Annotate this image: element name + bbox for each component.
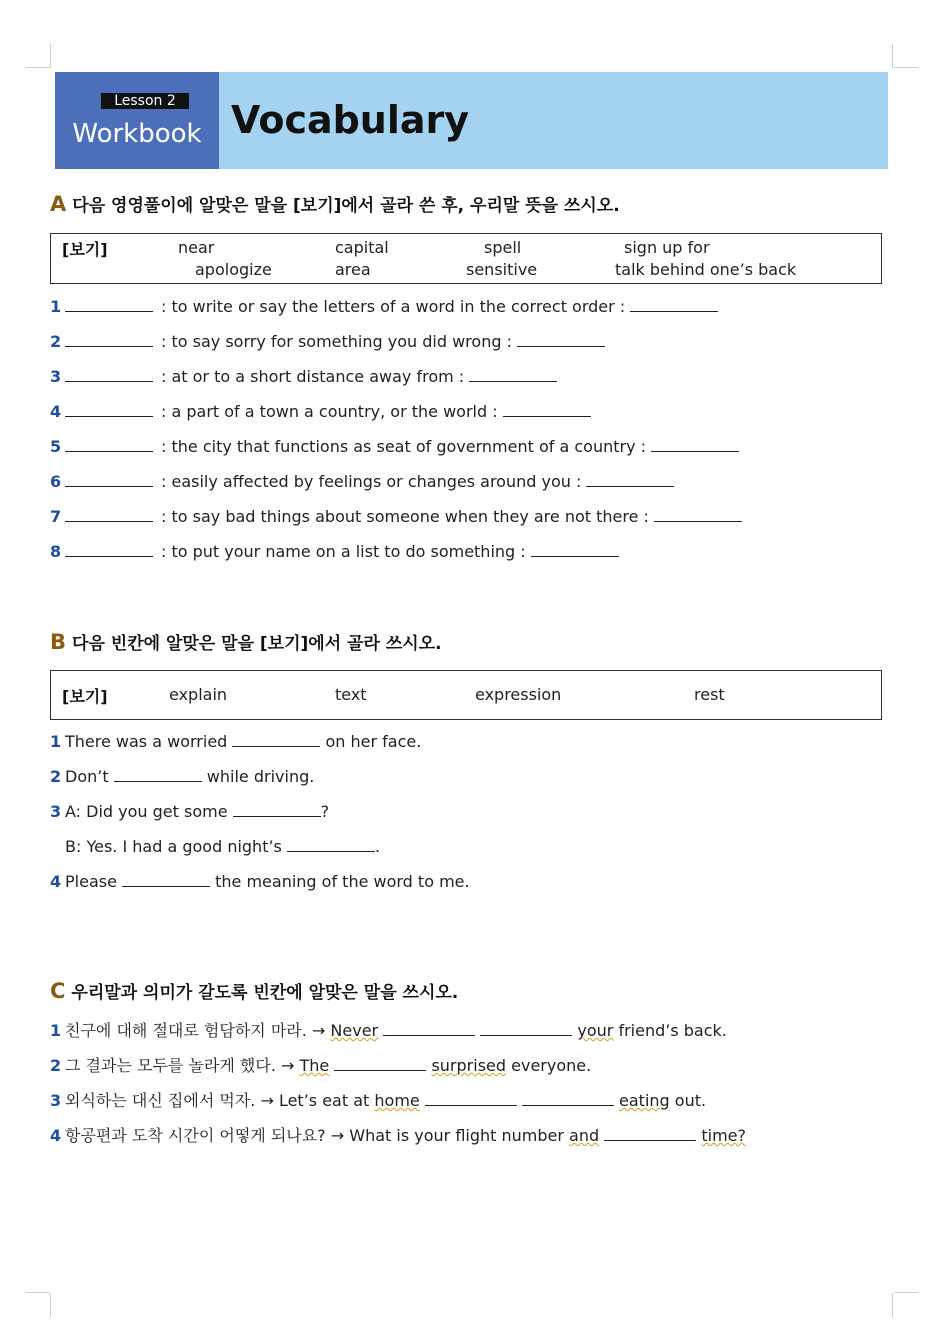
translation-item (50, 1053, 591, 1076)
translation-item (50, 1123, 746, 1146)
korean-sentence: 외식하는 대신 집에서 먹자. → (65, 1091, 274, 1110)
word-box-word: sensitive (466, 260, 538, 279)
word-box-word: talk behind one’s back (615, 260, 797, 279)
definition-item (50, 507, 742, 526)
section-a-word-box (50, 233, 882, 284)
english-end: out. (674, 1091, 707, 1110)
meaning-blank[interactable] (654, 507, 742, 522)
word-box-word: rest (694, 685, 725, 704)
sentence-item (50, 802, 329, 821)
english-lead-2: home (374, 1091, 420, 1110)
crop-mark (894, 67, 918, 68)
item-number: 2 (50, 1056, 62, 1075)
answer-blank[interactable] (522, 1091, 614, 1106)
english-end: everyone. (511, 1056, 592, 1075)
answer-blank[interactable] (232, 732, 320, 747)
meaning-blank[interactable] (517, 332, 605, 347)
answer-blank[interactable] (114, 767, 202, 782)
answer-blank[interactable] (65, 437, 153, 452)
word-box-word: apologize (195, 260, 272, 279)
meaning-blank[interactable] (531, 542, 619, 557)
word-box-word: expression (475, 685, 562, 704)
english-tail: surprised (431, 1056, 507, 1075)
answer-blank[interactable] (233, 802, 321, 817)
answer-blank[interactable] (65, 472, 153, 487)
answer-blank[interactable] (65, 542, 153, 557)
item-number: 6 (50, 472, 62, 491)
definition-text: : easily affected by feelings or changes around you : (161, 472, 582, 491)
meaning-blank[interactable] (630, 297, 718, 312)
meaning-blank[interactable] (469, 367, 557, 382)
korean-sentence: 그 결과는 모두를 놀라게 했다. → (65, 1056, 295, 1075)
answer-blank[interactable] (334, 1056, 426, 1071)
korean-sentence: 항공편과 도착 시간이 어떻게 되나요? → (65, 1126, 345, 1145)
sentence-pre: A: Did you get some (65, 802, 228, 821)
definition-item (50, 437, 739, 456)
item-number: 4 (50, 402, 62, 421)
item-number: 3 (50, 1091, 62, 1110)
definition-text: : the city that functions as seat of government of a country : (161, 437, 647, 456)
translation-item (50, 1088, 706, 1111)
english-lead: What is your flight number (349, 1126, 564, 1145)
item-number: 4 (50, 872, 62, 891)
definition-item (50, 542, 619, 561)
meaning-blank[interactable] (503, 402, 591, 417)
sentence-item (50, 837, 380, 856)
word-box-word: capital (335, 238, 389, 257)
english-tail: eating (619, 1091, 670, 1110)
answer-blank[interactable] (65, 332, 153, 347)
answer-blank[interactable] (65, 402, 153, 417)
crop-mark (50, 44, 51, 68)
answer-blank[interactable] (383, 1021, 475, 1036)
sentence-post: . (374, 837, 381, 856)
answer-blank[interactable] (65, 297, 153, 312)
sentence-post: ? (320, 802, 330, 821)
sentence-item (50, 732, 421, 751)
section-c-instruction: 우리말과 의미가 갈도록 빈칸에 알맞은 말을 쓰시오. (71, 983, 459, 1003)
sentence-item (50, 872, 470, 891)
word-box-label: [보기] (62, 687, 108, 706)
section-c-title (50, 978, 458, 1003)
section-b-title (50, 629, 442, 654)
section-b-instruction: 다음 빈칸에 알맞은 말을 [보기]에서 골라 쓰시오. (72, 634, 442, 654)
definition-text: : to say bad things about someone when they are not there : (161, 507, 649, 526)
item-number: 3 (50, 802, 62, 821)
definition-item (50, 402, 591, 421)
section-b-word-box (50, 670, 882, 720)
word-box-word: explain (169, 685, 228, 704)
english-lead: The (299, 1056, 330, 1075)
definition-text: : to put your name on a list to do something : (161, 542, 526, 561)
item-number: 3 (50, 367, 62, 386)
section-a-letter: A (50, 192, 67, 216)
answer-blank[interactable] (65, 367, 153, 382)
english-lead-2: and (569, 1126, 600, 1145)
definition-text: : a part of a town a country, or the world : (161, 402, 498, 421)
word-box-word: area (335, 260, 371, 279)
translation-item (50, 1018, 727, 1041)
answer-blank[interactable] (65, 507, 153, 522)
answer-blank[interactable] (480, 1021, 572, 1036)
word-box-label: [보기] (62, 240, 108, 259)
english-tail: time? (701, 1126, 746, 1145)
word-box-word: sign up for (624, 238, 710, 257)
english-lead: Let’s eat at (278, 1091, 370, 1110)
page-title: Vocabulary (231, 98, 470, 142)
item-number: 2 (50, 332, 62, 351)
crop-mark (26, 67, 50, 68)
crop-mark (26, 1292, 50, 1293)
sentence-pre: B: Yes. I had a good night’s (65, 837, 282, 856)
definition-text: : at or to a short distance away from : (161, 367, 465, 386)
item-number: 1 (50, 297, 62, 316)
section-a-instruction: 다음 영영풀이에 알맞은 말을 [보기]에서 골라 쓴 후, 우리말 뜻을 쓰시오. (72, 196, 620, 216)
english-tail: your (577, 1021, 614, 1040)
definition-text: : to write or say the letters of a word in the correct order : (161, 297, 626, 316)
definition-item (50, 297, 718, 316)
workbook-label: Workbook (72, 119, 202, 149)
meaning-blank[interactable] (651, 437, 739, 452)
word-box-word: text (335, 685, 367, 704)
answer-blank[interactable] (604, 1126, 696, 1141)
sentence-post: the meaning of the word to me. (215, 872, 470, 891)
item-number: 1 (50, 1021, 62, 1040)
header-banner (55, 72, 888, 169)
definition-item (50, 332, 605, 351)
sentence-pre: Don’t (65, 767, 109, 786)
word-box-word: spell (484, 238, 522, 257)
english-lead: Never (330, 1021, 379, 1040)
section-b-letter: B (50, 630, 67, 654)
item-number: 5 (50, 437, 62, 456)
crop-mark (892, 1293, 893, 1317)
answer-blank[interactable] (122, 872, 210, 887)
sentence-post: while driving. (206, 767, 315, 786)
definition-text: : to say sorry for something you did wrong : (161, 332, 512, 351)
sentence-pre: There was a worried (65, 732, 228, 751)
meaning-blank[interactable] (586, 472, 674, 487)
item-number: 8 (50, 542, 62, 561)
english-end: friend’s back. (618, 1021, 727, 1040)
crop-mark (894, 1292, 918, 1293)
korean-sentence: 친구에 대해 절대로 험담하지 마라. → (65, 1021, 326, 1040)
crop-mark (892, 44, 893, 68)
item-number: 2 (50, 767, 62, 786)
section-a-title (50, 191, 620, 216)
sentence-item (50, 767, 314, 786)
definition-item (50, 472, 674, 491)
lesson-tag: Lesson 2 (101, 93, 189, 109)
word-box-word: near (178, 238, 215, 257)
header-left-panel (55, 72, 219, 169)
item-number: 1 (50, 732, 62, 751)
answer-blank[interactable] (287, 837, 375, 852)
definition-item (50, 367, 557, 386)
sentence-post: on her face. (325, 732, 422, 751)
item-number: 4 (50, 1126, 62, 1145)
item-number: 7 (50, 507, 62, 526)
crop-mark (50, 1293, 51, 1317)
sentence-pre: Please (65, 872, 117, 891)
section-c-letter: C (50, 979, 66, 1003)
answer-blank[interactable] (425, 1091, 517, 1106)
